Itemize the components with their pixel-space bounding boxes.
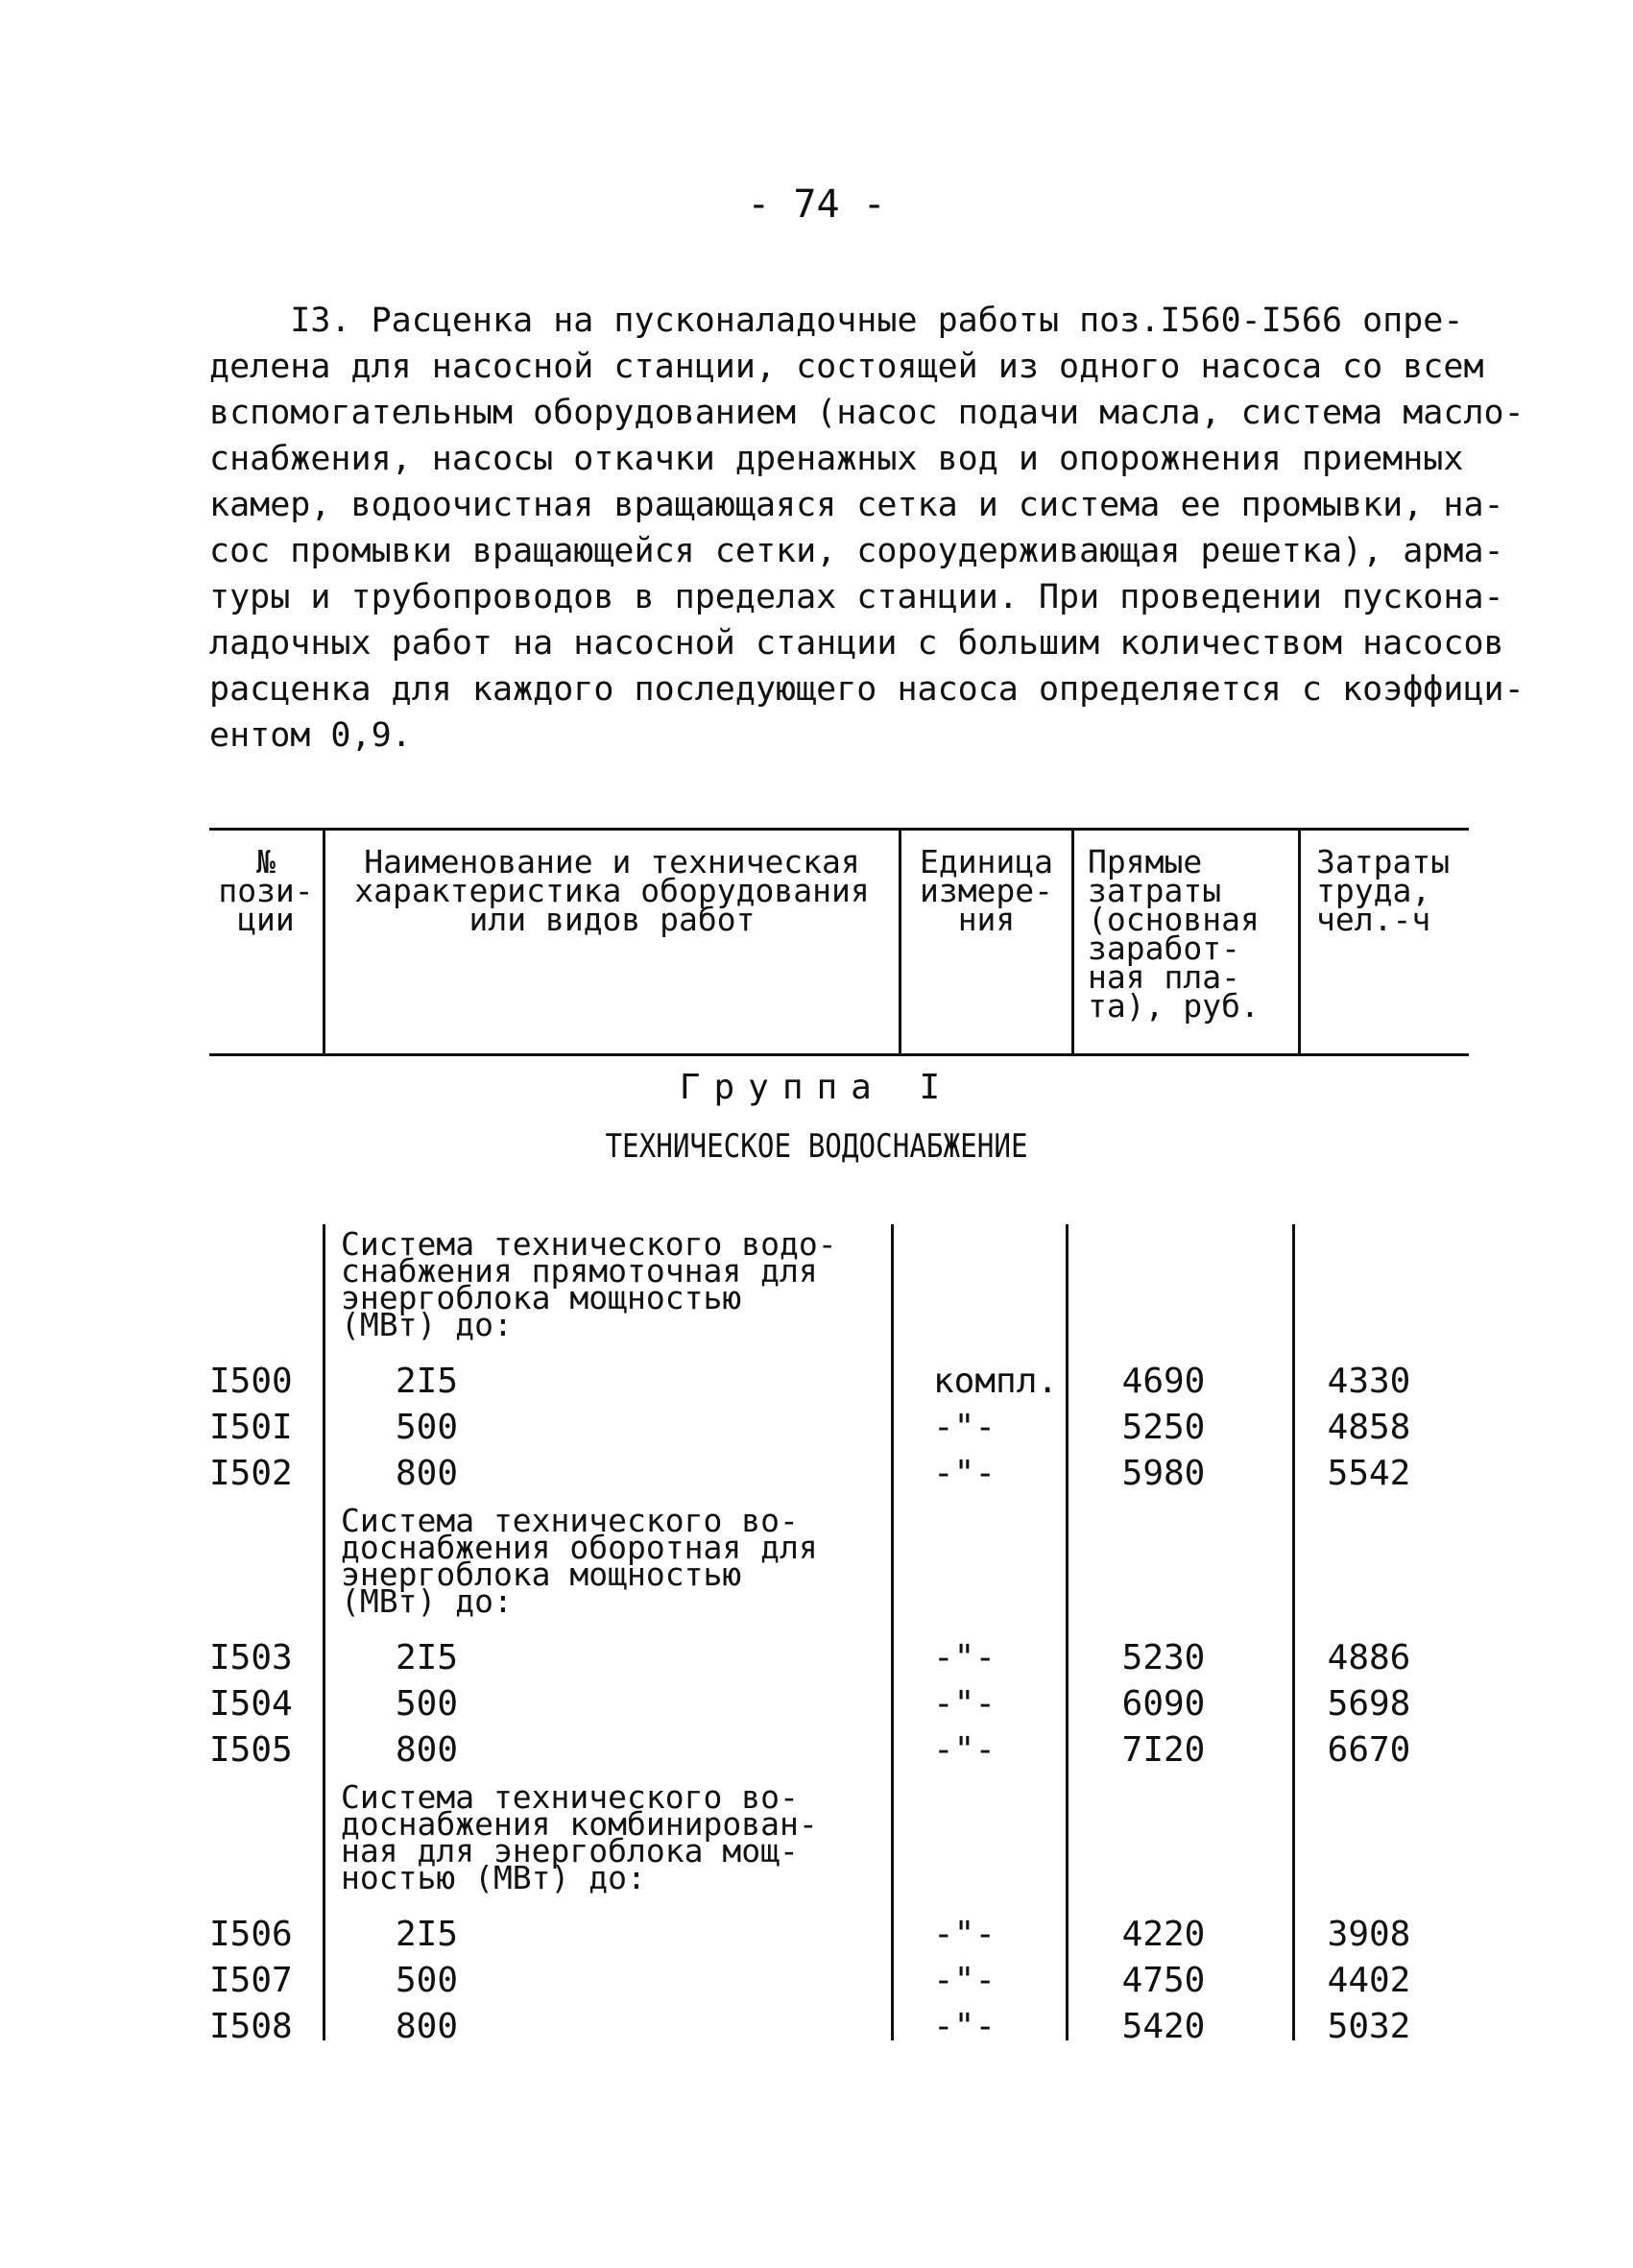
description-line: (МВт) до:: [341, 1582, 513, 1620]
direct-cost-value: 5250: [1121, 1408, 1206, 1447]
position-number: I504: [209, 1684, 293, 1724]
paragraph-line: делена для насосной станции, состоящей из одного насоса со всем: [209, 348, 1484, 386]
header-text: Затраты: [1316, 843, 1451, 881]
unit-value: -"-: [933, 1454, 997, 1493]
header-text: характеристика оборудования: [354, 872, 870, 909]
direct-cost-value: 5980: [1121, 1454, 1206, 1493]
page-number: - 74 -: [747, 182, 886, 227]
position-number: I502: [209, 1454, 293, 1493]
description-line: энергоблока мощностью: [341, 1279, 742, 1316]
table-header: [209, 828, 1469, 1056]
unit-value: -"-: [933, 1684, 997, 1724]
position-number: I505: [209, 1730, 293, 1770]
header-text: №: [256, 843, 276, 881]
power-value: 800: [396, 1454, 459, 1493]
header-text: пози-: [218, 872, 314, 909]
table-row: [0, 1730, 1633, 1769]
direct-cost-value: 7I20: [1121, 1730, 1206, 1770]
paragraph-line: ладочных работ на насосной станции с большим количеством насосов: [209, 624, 1504, 663]
table-row: [0, 1684, 1633, 1723]
header-text: чел.-ч: [1316, 901, 1431, 938]
labor-cost-value: 5032: [1327, 2007, 1411, 2046]
section-description: [341, 1502, 878, 1620]
power-value: 800: [396, 2007, 459, 2046]
description-line: Система технического водо-: [341, 1225, 837, 1263]
paragraph-line: туры и трубопроводов в пределах станции. При проведении пускона-: [209, 578, 1504, 616]
header-text: ная пла-: [1088, 958, 1240, 996]
header-text: труда,: [1316, 872, 1431, 909]
section-description: [341, 1778, 878, 1896]
header-labor-costs: [1298, 831, 1469, 1053]
description-line: Система технического во-: [341, 1778, 799, 1816]
direct-cost-value: 6090: [1121, 1684, 1206, 1724]
direct-cost-value: 4750: [1121, 1961, 1206, 2000]
header-text: та), руб.: [1088, 987, 1260, 1025]
unit-value: -"-: [933, 1915, 997, 1954]
group-title: Группа I: [679, 1068, 954, 1107]
description-line: энергоблока мощностью: [341, 1556, 742, 1593]
paragraph-line: вспомогательным оборудованием (насос подачи масла, система масло-: [209, 394, 1525, 432]
header-text: Наименование и техническая: [364, 843, 860, 881]
position-number: I507: [209, 1961, 293, 2000]
power-value: 500: [396, 1408, 459, 1447]
direct-cost-value: 5230: [1121, 1638, 1206, 1677]
direct-cost-value: 5420: [1121, 2007, 1206, 2046]
labor-cost-value: 5542: [1327, 1454, 1411, 1493]
labor-cost-value: 3908: [1327, 1915, 1411, 1954]
unit-value: компл.: [933, 1362, 1059, 1401]
unit-value: -"-: [933, 1961, 997, 2000]
power-value: 2I5: [396, 1915, 459, 1954]
header-direct-costs: [1071, 831, 1298, 1053]
position-number: I508: [209, 2007, 293, 2046]
table-row: [0, 1454, 1633, 1492]
description-line: снабжения прямоточная для: [341, 1252, 818, 1290]
paragraph-line: сос промывки вращающейся сетки, сороудерживающая решетка), арма-: [209, 532, 1504, 570]
labor-cost-value: 6670: [1327, 1730, 1411, 1770]
labor-cost-value: 4330: [1327, 1362, 1411, 1401]
power-value: 800: [396, 1730, 459, 1770]
direct-cost-value: 4220: [1121, 1915, 1206, 1954]
header-name: [323, 831, 899, 1053]
position-number: I50I: [209, 1408, 293, 1447]
table-row: [0, 1915, 1633, 1953]
header-unit: [899, 831, 1071, 1053]
intro-paragraph: [209, 298, 1525, 759]
unit-value: -"-: [933, 1408, 997, 1447]
header-text: ния: [957, 901, 1016, 938]
description-line: доснабжения оборотная для: [341, 1529, 818, 1566]
description-line: ностью (МВт) до:: [341, 1859, 646, 1896]
labor-cost-value: 4402: [1327, 1961, 1411, 2000]
labor-cost-value: 4858: [1327, 1408, 1411, 1447]
labor-cost-value: 5698: [1327, 1684, 1411, 1724]
position-number: I503: [209, 1638, 293, 1677]
group-subtitle: ТЕХНИЧЕСКОЕ ВОДОСНАБЖЕНИЕ: [605, 1127, 1028, 1166]
description-line: доснабжения комбинирован-: [341, 1805, 818, 1843]
header-text: измере-: [919, 872, 1054, 909]
description-line: (МВт) до:: [341, 1306, 513, 1343]
table-row: [0, 1408, 1633, 1446]
table-row: [0, 1638, 1633, 1677]
header-text: ции: [237, 901, 295, 938]
paragraph-line: расценка для каждого последующего насоса определяется с коэффици-: [209, 670, 1525, 709]
labor-cost-value: 4886: [1327, 1638, 1411, 1677]
header-text: Единица: [919, 843, 1054, 881]
description-line: ная для энергоблока мощ-: [341, 1832, 799, 1870]
unit-value: -"-: [933, 1730, 997, 1770]
unit-value: -"-: [933, 1638, 997, 1677]
header-text: или видов работ: [468, 901, 756, 938]
power-value: 500: [396, 1684, 459, 1724]
header-text: заработ-: [1088, 929, 1240, 967]
table-row: [0, 1961, 1633, 1999]
table-row: [0, 1362, 1633, 1400]
position-number: I500: [209, 1362, 293, 1401]
paragraph-line: снабжения, насосы откачки дренажных вод и опорожнения приемных: [209, 440, 1464, 478]
position-number: I506: [209, 1915, 293, 1954]
description-line: Система технического во-: [341, 1502, 799, 1539]
paragraph-line: I3. Расценка на пусконаладочные работы поз.I560-I566 опре-: [209, 302, 1464, 340]
section-description: [341, 1225, 878, 1343]
header-text: (основная: [1088, 901, 1260, 938]
paragraph-line: ентом 0,9.: [209, 716, 412, 755]
power-value: 500: [396, 1961, 459, 2000]
header-position-number: [209, 831, 323, 1053]
table-row: [0, 2007, 1633, 2045]
unit-value: -"-: [933, 2007, 997, 2046]
direct-cost-value: 4690: [1121, 1362, 1206, 1401]
header-text: затраты: [1088, 872, 1222, 909]
paragraph-line: камер, водоочистная вращающаяся сетка и система ее промывки, на-: [209, 486, 1504, 524]
header-text: Прямые: [1088, 843, 1203, 881]
power-value: 2I5: [396, 1362, 459, 1401]
power-value: 2I5: [396, 1638, 459, 1677]
